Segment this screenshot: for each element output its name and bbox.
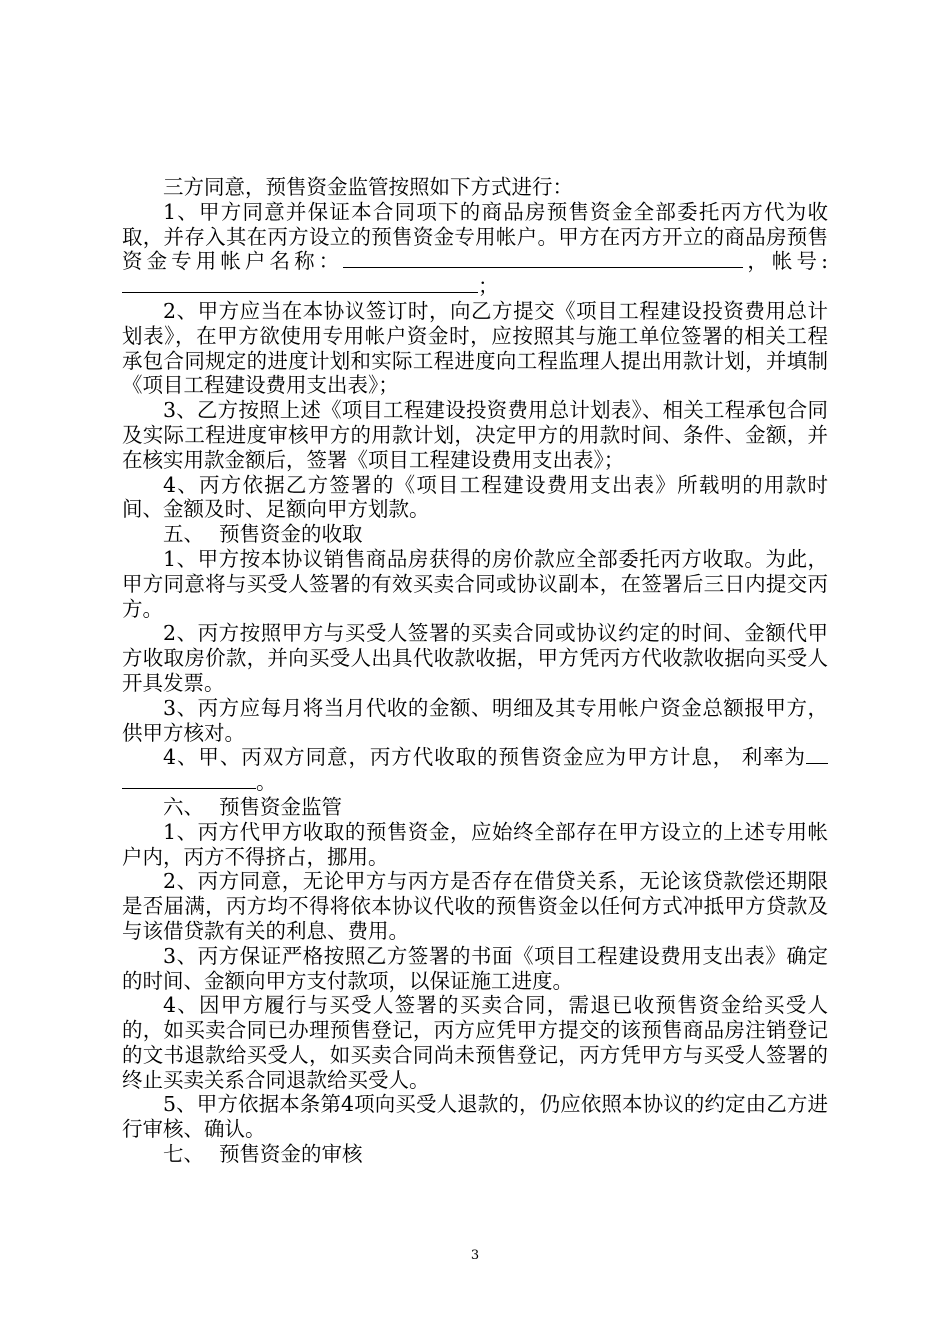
section4-item-1-account-label: ，帐号: xyxy=(743,249,828,274)
section6-heading xyxy=(122,795,828,820)
section5-item-2: 2、丙方按照甲方与买受人签署的买卖合同或协议约定的时间、金额代甲方收取房价款，并向买受人出具代收款收据，甲方凭丙方代收款收据向买受人开具发票。 xyxy=(122,621,828,695)
section6-number: 六、 xyxy=(163,794,204,819)
document-body xyxy=(122,175,828,1167)
section5-item-4-text: 4、甲、丙双方同意，丙方代收取的预售资金应为甲方计息， 利率为 xyxy=(163,745,806,770)
section5-item-1: 1、甲方按本协议销售商品房获得的房价款应全部委托丙方收取。为此，甲方同意将与买受人签署的有效买卖合同或协议副本，在签署后三日内提交丙方。 xyxy=(122,546,828,621)
account-name-blank[interactable] xyxy=(343,249,743,268)
section4-item-1-text: 1、甲方同意并保证本合同项下的商品房预售资金全部委托丙方代为收取，并存入其在丙方设立的预售资金专用帐户。甲方在丙方开立的商品房预售资金专用帐户名称： xyxy=(122,199,828,274)
account-number-blank[interactable] xyxy=(122,274,478,293)
intro-paragraph: 三方同意，预售资金监管按照如下方式进行： xyxy=(163,175,573,199)
section5-heading xyxy=(122,522,828,547)
section6-item-4: 4、因甲方履行与买受人签署的买卖合同，需退已收预售资金给买受人的，如买卖合同已办理预售登记，丙方应凭甲方提交的该预售商品房注销登记的文书退款给买受人，如买卖合同尚未预售登记，丙方凭甲方与买受人签署的终止买卖关系合同退款给买受人。 xyxy=(122,993,828,1092)
section4-item-1-end: ； xyxy=(478,274,499,299)
section6-title: 预售资金监管 xyxy=(219,794,342,819)
section7-heading xyxy=(122,1142,828,1167)
section6-item-2: 2、丙方同意，无论甲方与丙方是否存在借贷关系，无论该贷款偿还期限是否届满，丙方均不得将依本协议代收的预售资金以任何方式冲抵甲方贷款及与该借贷款有关的利息、费用。 xyxy=(122,869,828,943)
interest-rate-blank-1[interactable] xyxy=(806,745,828,764)
section6-item-1: 1、丙方代甲方收取的预售资金，应始终全部存在甲方设立的上述专用帐户内，丙方不得挤占，挪用。 xyxy=(122,819,828,869)
section6-item-5: 5、甲方依据本条第4项向买受人退款的，仍应依照本协议的约定由乙方进行审核、确认。 xyxy=(122,1092,828,1142)
section5-item-4-end: 。 xyxy=(256,770,277,795)
section7-number: 七、 xyxy=(163,1142,204,1167)
section5-item-3: 3、丙方应每月将当月代收的金额、明细及其专用帐户资金总额报甲方，供甲方核对。 xyxy=(122,695,828,745)
section6-item-3: 3、丙方保证严格按照乙方签署的书面《项目工程建设费用支出表》确定的时间、金额向甲方支付款项，以保证施工进度。 xyxy=(122,943,828,993)
section4-item-4: 4、丙方依据乙方签署的《项目工程建设费用支出表》所载明的用款时间、金额及时、足额向甲方划款。 xyxy=(122,472,828,522)
section5-item-4 xyxy=(122,745,828,795)
section4-item-1 xyxy=(122,200,828,299)
page-number: 3 xyxy=(470,1248,480,1263)
section5-title: 预售资金的收取 xyxy=(219,522,363,547)
section5-number: 五、 xyxy=(163,522,204,547)
section7-title: 预售资金的审核 xyxy=(219,1142,363,1167)
section4-item-2: 2、甲方应当在本协议签订时，向乙方提交《项目工程建设投资费用总计划表》，在甲方欲使用专用帐户资金时，应按照其与施工单位签署的相关工程承包合同规定的进度计划和实际工程进度向工程监理人提出用款计划，并填制《项目工程建设费用支出表》； xyxy=(122,298,828,398)
interest-rate-blank-2[interactable] xyxy=(122,770,256,789)
section4-item-3: 3、乙方按照上述《项目工程建设投资费用总计划表》、相关工程承包合同及实际工程进度审核甲方的用款计划，决定甲方的用款时间、条件、金额，并在核实用款金额后，签署《项目工程建设费用支出表》； xyxy=(122,398,828,472)
